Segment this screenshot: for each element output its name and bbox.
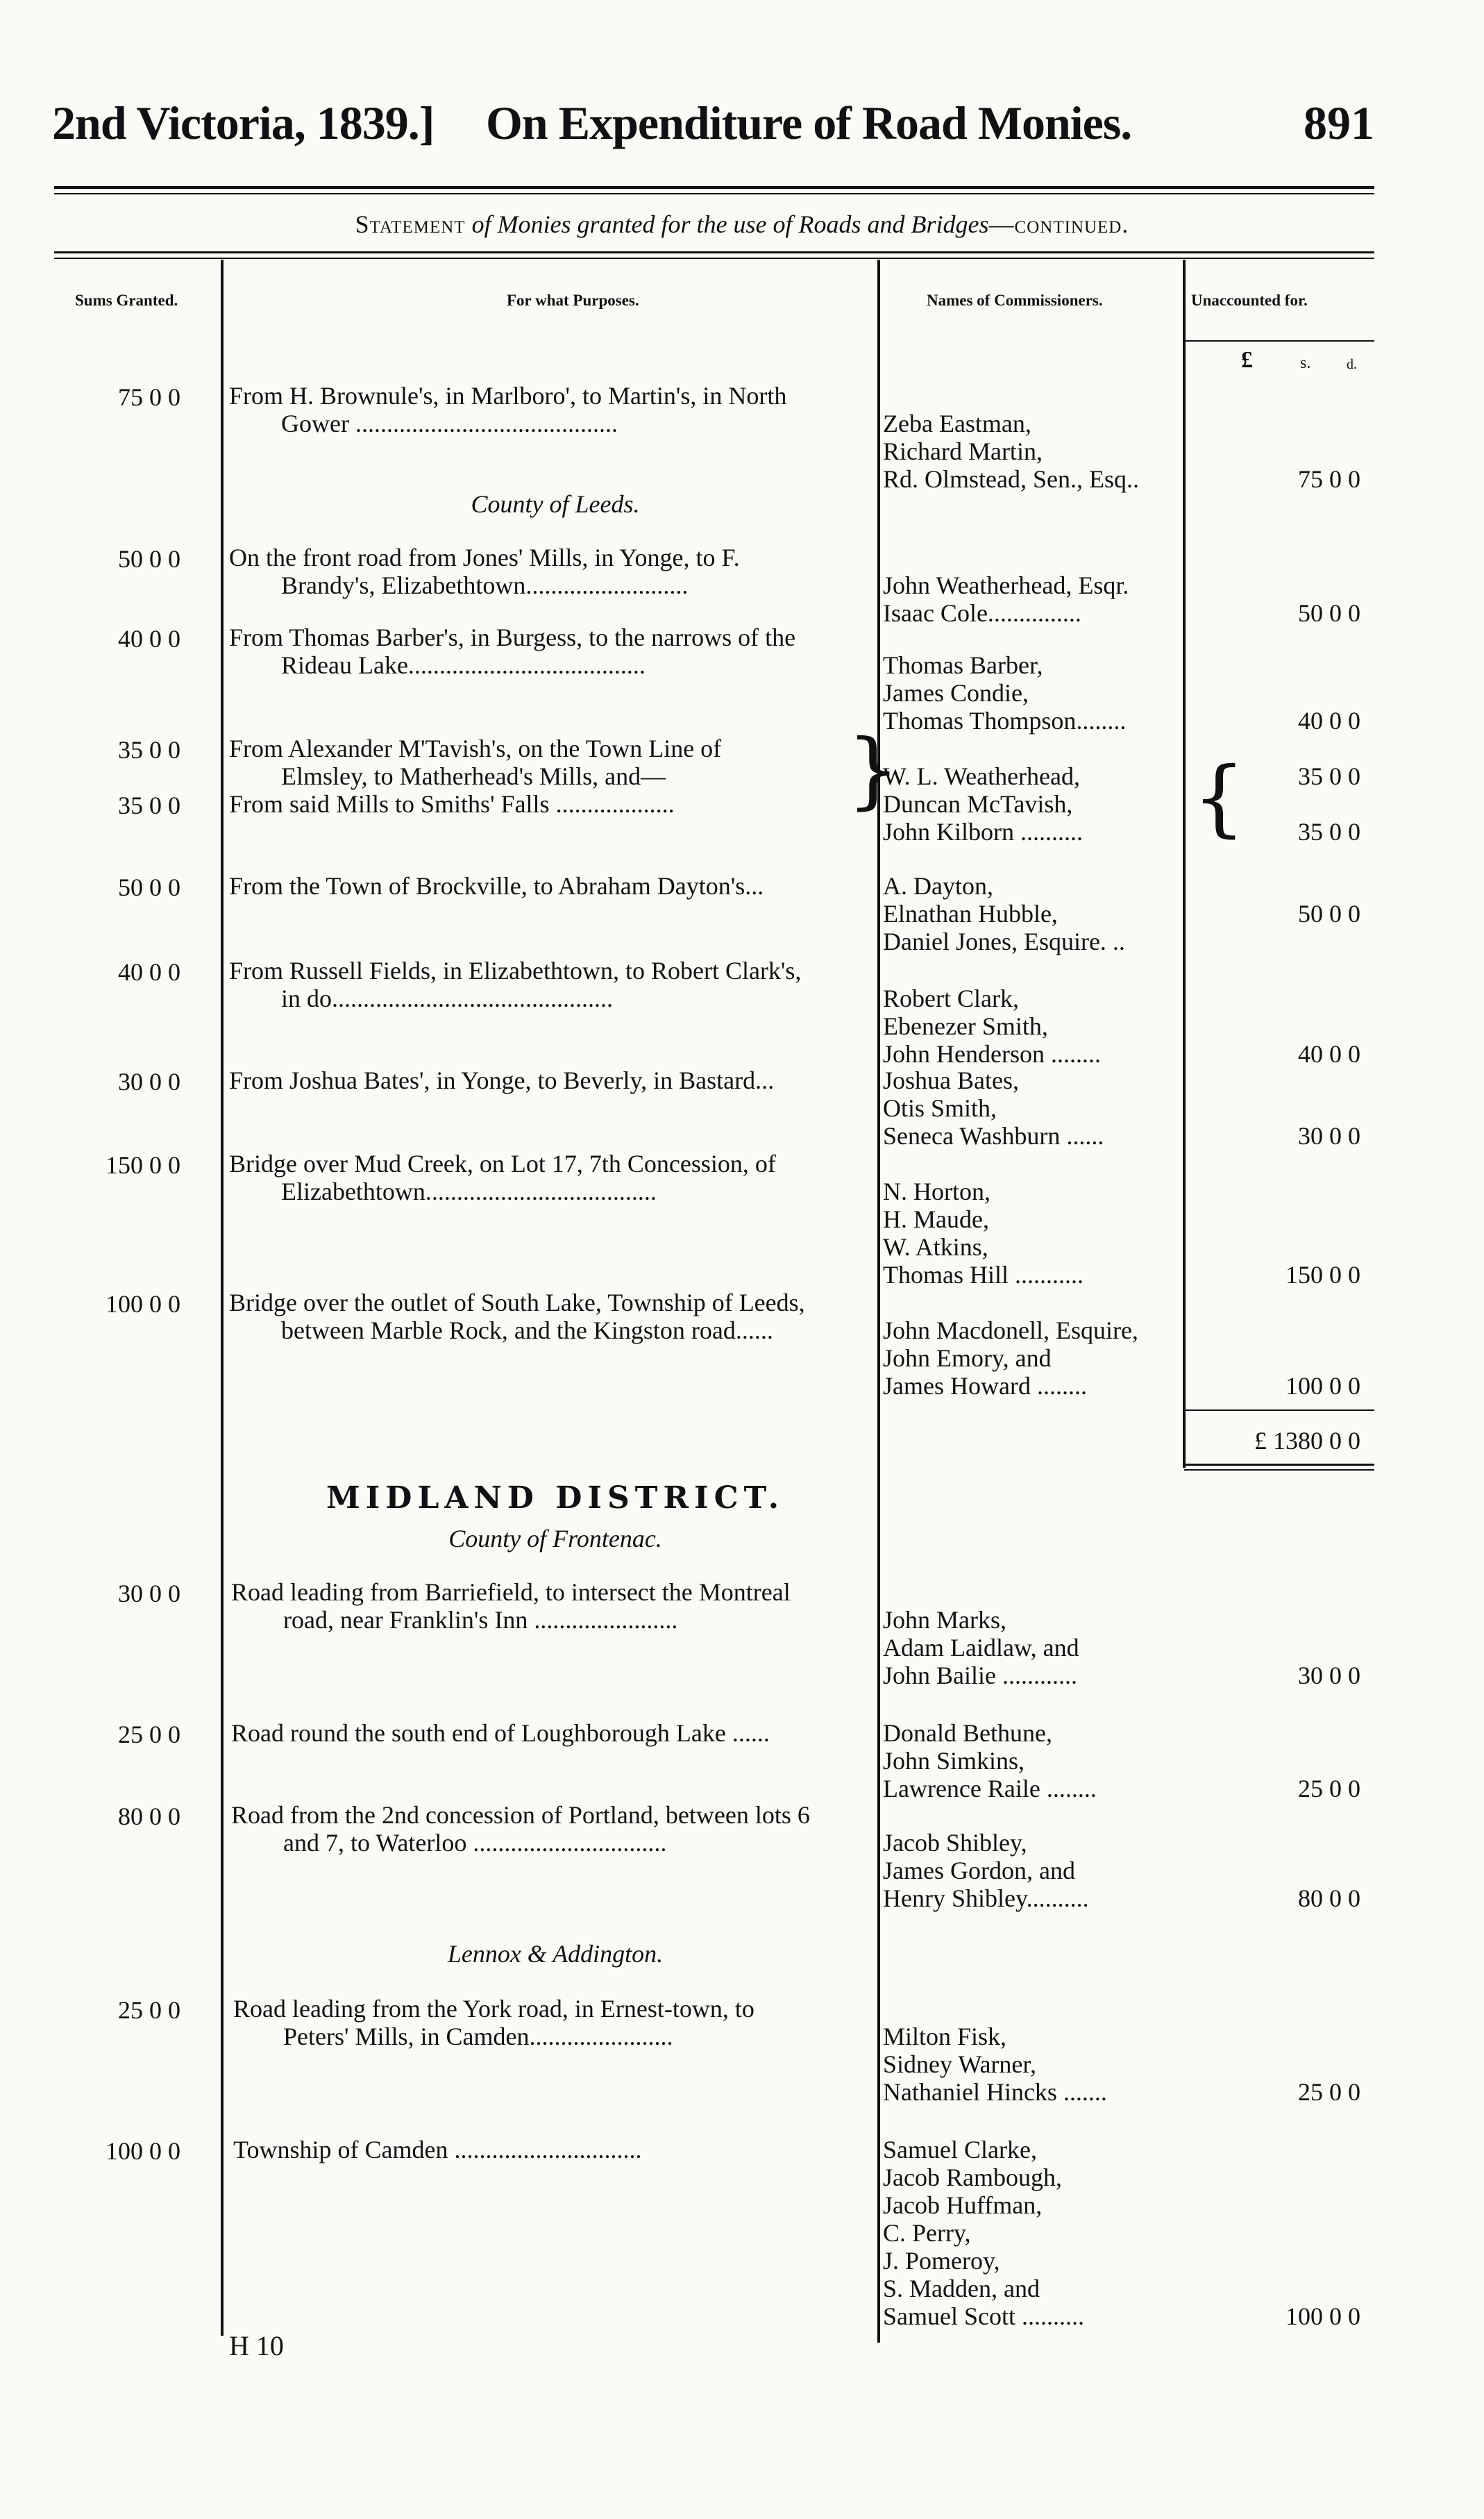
col-pence: d.: [1347, 357, 1357, 372]
unaccounted-value: 40 0 0: [1298, 1040, 1360, 1068]
table-row-sum: 150 0 0: [106, 1151, 180, 1179]
purpose-line: Peters' Mills, in Camden.......................: [283, 2023, 673, 2050]
commissioner-name: S. Madden, and: [883, 2275, 1040, 2302]
subtotal-rule: [1184, 1409, 1374, 1411]
commissioner-name: James Howard ........: [883, 1372, 1087, 1400]
col-rule-2: [877, 260, 880, 2343]
purpose-line: Gower ..........................................: [281, 410, 618, 437]
purpose-line: From Russell Fields, in Elizabethtown, to Robert Clark's,: [229, 957, 802, 985]
purpose-line: Road round the south end of Loughborough Lake ......: [231, 1719, 770, 1747]
col-pounds: £: [1241, 347, 1253, 373]
table-row-sum: 40 0 0: [118, 625, 180, 653]
table-row-sum: 75 0 0: [118, 383, 180, 411]
unaccounted-value: 25 0 0: [1298, 2078, 1360, 2106]
commissioner-name: Elnathan Hubble,: [883, 900, 1058, 928]
purpose-line: and 7, to Waterloo ...............................: [283, 1829, 667, 1857]
purpose-line: From Joshua Bates', in Yonge, to Beverly, in Bastard...: [229, 1066, 775, 1094]
col-header-commissioners: Names of Commissioners.: [927, 292, 1103, 309]
col-header-sums: Sums Granted.: [75, 292, 178, 309]
commissioner-name: John Macdonell, Esquire,: [883, 1316, 1138, 1344]
commissioner-name: Thomas Barber,: [883, 651, 1043, 679]
header-rule-thick: [54, 186, 1374, 189]
col-header-unaccounted: Unaccounted for.: [1191, 292, 1308, 309]
table-row-sum: 50 0 0: [118, 545, 180, 573]
table-row-sum: 100 0 0: [106, 1290, 180, 1318]
table-row-sum: 100 0 0: [106, 2137, 180, 2165]
purpose-line: From Alexander M'Tavish's, on the Town Line of: [229, 735, 722, 762]
commissioner-name: Rd. Olmstead, Sen., Esq..: [883, 465, 1139, 493]
commissioner-name: C. Perry,: [883, 2219, 971, 2247]
commissioner-name: Zeba Eastman,: [883, 410, 1031, 437]
statement-heading: [0, 210, 1484, 239]
col-shillings: s.: [1300, 354, 1311, 372]
commissioner-name: Richard Martin,: [883, 437, 1043, 465]
page-number: 891: [1304, 97, 1374, 149]
commissioner-name: Seneca Washburn ......: [883, 1122, 1104, 1150]
commissioner-name: J. Pomeroy,: [883, 2247, 1000, 2275]
purpose-line: From the Town of Brockville, to Abraham Dayton's...: [229, 872, 764, 900]
header-rule-thin: [54, 193, 1374, 194]
commissioner-name: John Weatherhead, Esqr.: [883, 571, 1129, 599]
commissioner-name: Thomas Hill ...........: [883, 1261, 1084, 1289]
commissioner-name: Joshua Bates,: [883, 1066, 1019, 1094]
statement-middle: of Monies granted for the use of Roads and Bridges: [471, 210, 989, 238]
running-head-title: On Expenditure of Road Monies.: [486, 97, 1132, 149]
section-midland-district: MIDLAND DISTRICT.: [326, 1480, 785, 1516]
commissioner-name: John Simkins,: [883, 1747, 1025, 1775]
commissioner-name: Nathaniel Hincks .......: [883, 2078, 1107, 2106]
commissioner-name: Henry Shibley..........: [883, 1884, 1089, 1912]
commissioner-name: Jacob Rambough,: [883, 2164, 1062, 2191]
table-row-sum: 25 0 0: [118, 1721, 180, 1748]
purpose-line: Road from the 2nd concession of Portland, between lots 6: [231, 1801, 810, 1829]
table-top-rule-thin: [54, 258, 1374, 259]
unaccounted-value: 75 0 0: [1298, 465, 1360, 493]
section-county-frontenac: County of Frontenac.: [448, 1525, 662, 1553]
purpose-line: Township of Camden ..............................: [233, 2136, 642, 2164]
purpose-line: From H. Brownule's, in Marlboro', to Martin's, in North: [229, 382, 787, 410]
col-rule-3: [1183, 260, 1186, 1468]
commissioner-name: Duncan McTavish,: [883, 790, 1073, 818]
commissioner-name: Daniel Jones, Esquire. ..: [883, 928, 1125, 955]
section-lennox-addington: Lennox & Addington.: [447, 1940, 664, 1968]
purpose-line: Road leading from Barriefield, to intersect the Montreal: [231, 1578, 791, 1606]
purpose-line: Elmsley, to Matherhead's Mills, and—: [281, 762, 666, 790]
commissioner-name: W. Atkins,: [883, 1233, 988, 1261]
purpose-line: road, near Franklin's Inn .......................: [283, 1606, 678, 1634]
signature-mark: H 10: [229, 2330, 284, 2361]
table-row-sum: 40 0 0: [118, 958, 180, 986]
commissioner-name: John Bailie ............: [883, 1662, 1077, 1689]
unaccounted-header-rule: [1184, 340, 1374, 342]
commissioner-name: H. Maude,: [883, 1205, 989, 1233]
table-top-rule: [54, 251, 1374, 253]
subtotal-double-rule: [1184, 1464, 1374, 1466]
commissioner-name: Donald Bethune,: [883, 1719, 1052, 1747]
table-row-sum: 30 0 0: [118, 1068, 180, 1096]
unaccounted-value: 50 0 0: [1298, 900, 1360, 928]
commissioner-name: Samuel Clarke,: [883, 2136, 1037, 2164]
commissioner-name: N. Horton,: [883, 1178, 990, 1205]
purpose-line: between Marble Rock, and the Kingston road......: [281, 1316, 773, 1344]
unaccounted-value: 25 0 0: [1298, 1775, 1360, 1802]
statement-tail: —continued.: [988, 210, 1129, 238]
commissioner-name: W. L. Weatherhead,: [883, 762, 1080, 790]
right-brace-icon: }: [847, 722, 900, 819]
commissioner-name: Thomas Thompson........: [883, 707, 1127, 735]
col-header-purposes: For what Purposes.: [507, 292, 639, 309]
table-row-sum: 35 0 0: [118, 736, 180, 764]
subtotal-value: £ 1380 0 0: [1254, 1427, 1360, 1455]
section-county-leeds: County of Leeds.: [471, 490, 640, 518]
commissioner-name: Lawrence Raile ........: [883, 1775, 1097, 1802]
commissioner-name: Adam Laidlaw, and: [883, 1634, 1079, 1662]
col-rule-1: [221, 260, 224, 2336]
purpose-line: Road leading from the York road, in Ernest-town, to: [233, 1995, 754, 2023]
unaccounted-value: 80 0 0: [1298, 1884, 1360, 1912]
subtotal-double-rule-thin: [1184, 1469, 1374, 1471]
commissioner-name: Milton Fisk,: [883, 2023, 1007, 2050]
commissioner-name: Ebenezer Smith,: [883, 1012, 1048, 1040]
purpose-line: Brandy's, Elizabethtown..........................: [281, 571, 689, 599]
table-row-sum: 30 0 0: [118, 1580, 180, 1607]
table-row-sum: 50 0 0: [118, 873, 180, 901]
unaccounted-value: 50 0 0: [1298, 599, 1360, 627]
commissioner-name: John Marks,: [883, 1606, 1006, 1634]
table-row-sum: 80 0 0: [118, 1802, 180, 1830]
purpose-line: in do.............................................: [281, 985, 614, 1012]
running-head-left: 2nd Victoria, 1839.]: [52, 97, 435, 149]
commissioner-name: John Emory, and: [883, 1344, 1052, 1372]
table-row-sum: 35 0 0: [118, 792, 180, 819]
unaccounted-value: 30 0 0: [1298, 1662, 1360, 1689]
unaccounted-value: 40 0 0: [1298, 707, 1360, 735]
commissioner-name: Isaac Cole...............: [883, 599, 1081, 627]
commissioner-name: Sidney Warner,: [883, 2050, 1036, 2078]
unaccounted-value: 150 0 0: [1285, 1261, 1360, 1289]
commissioner-name: James Gordon, and: [883, 1857, 1075, 1884]
purpose-line: From Thomas Barber's, in Burgess, to the narrows of the: [229, 624, 796, 651]
unaccounted-value: 100 0 0: [1285, 1372, 1360, 1400]
commissioner-name: James Condie,: [883, 679, 1029, 707]
purpose-line: Bridge over the outlet of South Lake, Township of Leeds,: [229, 1289, 805, 1316]
commissioner-name: John Kilborn ..........: [883, 818, 1083, 846]
left-brace-icon: {: [1192, 750, 1246, 846]
commissioner-name: Jacob Shibley,: [883, 1829, 1027, 1857]
unaccounted-value: 35 0 0: [1298, 818, 1360, 846]
commissioner-name: A. Dayton,: [883, 872, 993, 900]
statement-lead: Statement: [355, 210, 466, 238]
purpose-line: Elizabethtown.....................................: [281, 1178, 657, 1205]
commissioner-name: John Henderson ........: [883, 1040, 1101, 1068]
purpose-line: Rideau Lake......................................: [281, 651, 646, 679]
purpose-line: Bridge over Mud Creek, on Lot 17, 7th Concession, of: [229, 1150, 776, 1178]
unaccounted-value: 35 0 0: [1298, 762, 1360, 790]
commissioner-name: Otis Smith,: [883, 1094, 997, 1122]
table-row-sum: 25 0 0: [118, 1996, 180, 2024]
purpose-line: On the front road from Jones' Mills, in Yonge, to F.: [229, 544, 740, 571]
unaccounted-value: 100 0 0: [1285, 2302, 1360, 2330]
commissioner-name: Robert Clark,: [883, 985, 1019, 1012]
commissioner-name: Samuel Scott ..........: [883, 2302, 1084, 2330]
purpose-line: From said Mills to Smiths' Falls ...................: [229, 790, 675, 818]
commissioner-name: Jacob Huffman,: [883, 2191, 1043, 2219]
unaccounted-value: 30 0 0: [1298, 1122, 1360, 1150]
